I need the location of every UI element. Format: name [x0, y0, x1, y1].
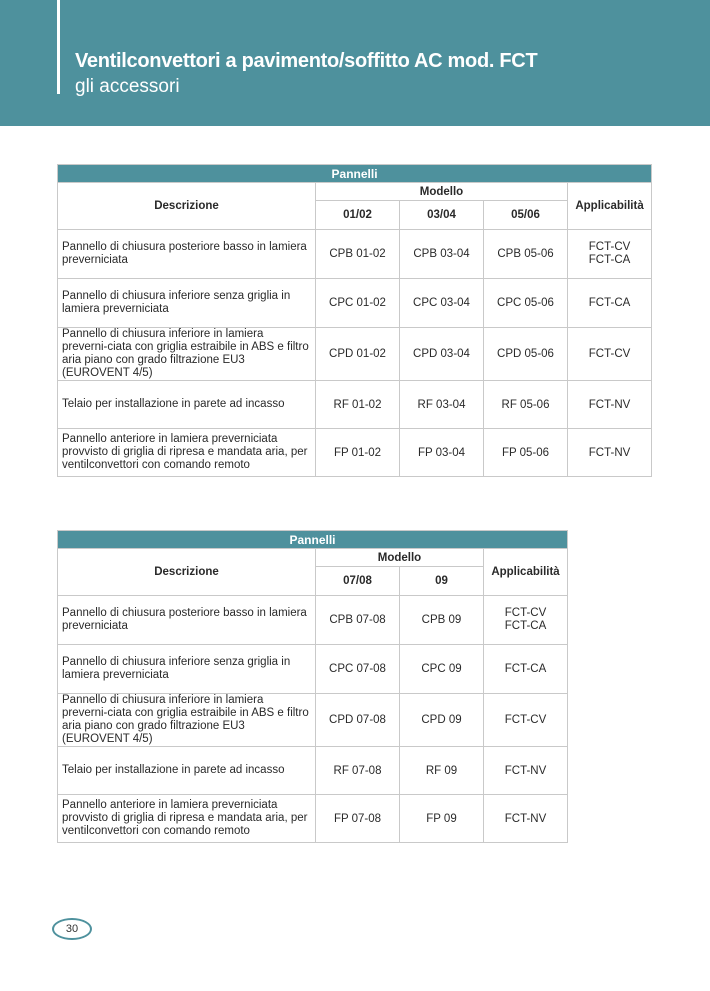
- model-code: CPC 05-06: [484, 279, 568, 328]
- row-description: Pannello di chiusura posteriore basso in lamiera preverniciata: [58, 596, 316, 645]
- model-code: CPC 03-04: [400, 279, 484, 328]
- model-code: CPB 03-04: [400, 230, 484, 279]
- model-code: CPC 01-02: [316, 279, 400, 328]
- row-description: Pannello anteriore in lamiera preverniciata provvisto di griglia di ripresa e mandata aria, per ventilconvettori con comando remoto: [58, 795, 316, 843]
- page-header: [0, 0, 710, 126]
- model-code: CPB 09: [400, 596, 484, 645]
- model-code: FP 01-02: [316, 429, 400, 477]
- page-title: Ventilconvettori a pavimento/soffitto AC mod. FCT: [75, 50, 538, 72]
- applicability: [484, 596, 568, 645]
- model-code: CPD 03-04: [400, 328, 484, 381]
- col-header-applicabilita: Applicabilità: [484, 549, 568, 596]
- row-description: Pannello di chiusura inferiore in lamiera preverni-ciata con griglia estraibile in ABS e filtro aria piano con grado filtrazione EU3 (EUROVENT 4/5): [58, 694, 316, 747]
- table-row: [58, 279, 652, 328]
- page-subtitle: gli accessori: [75, 76, 180, 97]
- row-description: Pannello di chiusura inferiore senza griglia in lamiera preverniciata: [58, 279, 316, 328]
- applicability-value: FCT-CA: [588, 254, 631, 266]
- col-header-modello: Modello: [316, 183, 568, 201]
- applicability-value: FCT-CV: [588, 241, 631, 253]
- table-row: [58, 795, 568, 843]
- model-header: 07/08: [316, 567, 400, 596]
- col-header-descrizione: Descrizione: [58, 183, 316, 230]
- header-divider: [57, 0, 60, 94]
- table-row: [58, 747, 568, 795]
- model-code: CPB 07-08: [316, 596, 400, 645]
- model-code: CPD 09: [400, 694, 484, 747]
- model-code: RF 07-08: [316, 747, 400, 795]
- row-description: Pannello di chiusura inferiore in lamiera preverni-ciata con griglia estraibile in ABS e filtro aria piano con grado filtrazione EU3 (EUROVENT 4/5): [58, 328, 316, 381]
- applicability-value: FCT-NV: [568, 381, 652, 429]
- model-code: CPD 07-08: [316, 694, 400, 747]
- applicability-value: FCT-NV: [568, 429, 652, 477]
- applicability-value: FCT-NV: [484, 747, 568, 795]
- model-code: RF 03-04: [400, 381, 484, 429]
- page-number: 30: [52, 918, 92, 940]
- applicability-value: FCT-CA: [568, 279, 652, 328]
- col-header-applicabilita: Applicabilità: [568, 183, 652, 230]
- model-code: FP 09: [400, 795, 484, 843]
- model-code: CPD 05-06: [484, 328, 568, 381]
- row-description: Telaio per installazione in parete ad incasso: [58, 747, 316, 795]
- applicability-value: FCT-CV: [568, 328, 652, 381]
- row-description: Pannello di chiusura inferiore senza griglia in lamiera preverniciata: [58, 645, 316, 694]
- table-row: [58, 328, 652, 381]
- model-code: CPB 01-02: [316, 230, 400, 279]
- model-code: CPD 01-02: [316, 328, 400, 381]
- table-row: [58, 230, 652, 279]
- table-band: Pannelli: [58, 531, 568, 549]
- model-code: FP 03-04: [400, 429, 484, 477]
- row-description: Pannello anteriore in lamiera preverniciata provvisto di griglia di ripresa e mandata aria, per ventilconvettori con comando remoto: [58, 429, 316, 477]
- model-code: FP 05-06: [484, 429, 568, 477]
- applicability-value: FCT-NV: [484, 795, 568, 843]
- model-code: RF 09: [400, 747, 484, 795]
- table-row: [58, 694, 568, 747]
- model-header: 03/04: [400, 201, 484, 230]
- applicability-value: FCT-CA: [484, 645, 568, 694]
- accessories-table-1: [57, 164, 652, 477]
- model-header: 09: [400, 567, 484, 596]
- model-code: RF 05-06: [484, 381, 568, 429]
- model-header: 05/06: [484, 201, 568, 230]
- model-code: RF 01-02: [316, 381, 400, 429]
- model-code: CPB 05-06: [484, 230, 568, 279]
- row-description: Telaio per installazione in parete ad incasso: [58, 381, 316, 429]
- applicability-value: FCT-CV: [504, 607, 547, 619]
- accessories-table-2: [57, 530, 568, 843]
- col-header-modello: Modello: [316, 549, 484, 567]
- table-row: [58, 381, 652, 429]
- model-code: FP 07-08: [316, 795, 400, 843]
- applicability-value: FCT-CA: [504, 620, 547, 632]
- col-header-descrizione: Descrizione: [58, 549, 316, 596]
- model-code: CPC 09: [400, 645, 484, 694]
- applicability-value: FCT-CV: [484, 694, 568, 747]
- model-code: CPC 07-08: [316, 645, 400, 694]
- table-row: [58, 645, 568, 694]
- table-band: Pannelli: [58, 165, 652, 183]
- model-header: 01/02: [316, 201, 400, 230]
- table-row: [58, 596, 568, 645]
- table-row: [58, 429, 652, 477]
- row-description: Pannello di chiusura posteriore basso in lamiera preverniciata: [58, 230, 316, 279]
- applicability: [568, 230, 652, 279]
